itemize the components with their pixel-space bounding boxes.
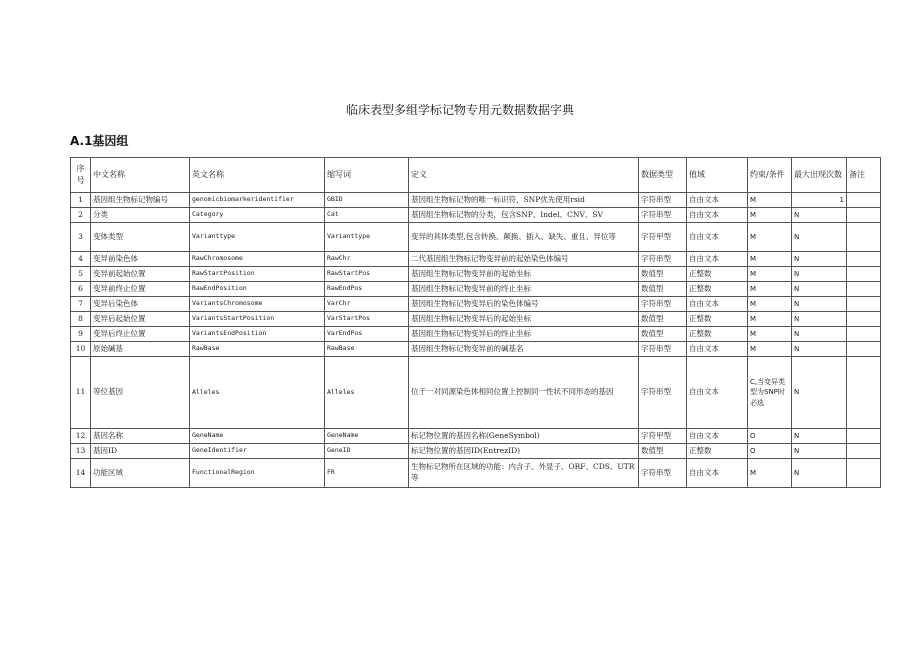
row-index: 2 (71, 208, 91, 223)
row-english-name: genomicbiomarkeridentifier (190, 193, 325, 208)
row-data-type: 数值型 (639, 267, 687, 282)
row-data-type: 字符甲型 (639, 429, 687, 444)
row-definition: 基因组生物标记物变异后的起始坐标 (409, 312, 639, 327)
row-index: 1 (71, 193, 91, 208)
row-definition: 标记物位置的基因ID(EntrezID) (409, 444, 639, 459)
row-english-name: GeneIdentifier (190, 444, 325, 459)
row-english-name: RawChromosome (190, 252, 325, 267)
row-index: 10 (71, 342, 91, 357)
row-data-type: 字符串型 (639, 357, 687, 429)
row-value-range: 自由文本 (687, 252, 748, 267)
row-chinese-name: 变异后起始位置 (91, 312, 190, 327)
row-data-type: 数值型 (639, 312, 687, 327)
table-row (71, 252, 881, 267)
table-row (71, 357, 881, 429)
row-remark (847, 459, 881, 488)
row-abbreviation: RawStartPos (325, 267, 409, 282)
table-row (71, 327, 881, 342)
row-data-type: 字符串型 (639, 342, 687, 357)
table-row (71, 282, 881, 297)
row-english-name: Alleles (190, 357, 325, 429)
row-index: 11 (71, 357, 91, 429)
row-english-name: Varianttype (190, 223, 325, 252)
header-value-range: 值域 (687, 158, 748, 193)
row-english-name: VariantsEndPosition (190, 327, 325, 342)
row-abbreviation: RawChr (325, 252, 409, 267)
row-english-name: FunctionalRegion (190, 459, 325, 488)
row-english-name: RawBase (190, 342, 325, 357)
row-chinese-name: 功能区域 (91, 459, 190, 488)
row-value-range: 自由文本 (687, 223, 748, 252)
row-constraint: M (748, 208, 792, 223)
table-row (71, 208, 881, 223)
row-data-type: 字符串型 (639, 252, 687, 267)
row-english-name: GeneName (190, 429, 325, 444)
row-constraint: O (748, 429, 792, 444)
table-row (71, 267, 881, 282)
row-data-type: 字符串型 (639, 193, 687, 208)
row-max-occurrence: N (792, 429, 847, 444)
row-remark (847, 444, 881, 459)
header-data-type: 数据类型 (639, 158, 687, 193)
table-row (71, 444, 881, 459)
row-data-type: 字符串型 (639, 297, 687, 312)
row-definition: 基因组生物标记物的分类，包含SNP、Indel、CNV、SV (409, 208, 639, 223)
row-constraint: M (748, 267, 792, 282)
row-remark (847, 282, 881, 297)
row-max-occurrence: N (792, 223, 847, 252)
row-english-name: Category (190, 208, 325, 223)
row-chinese-name: 等位基因 (91, 357, 190, 429)
row-value-range: 正整数 (687, 267, 748, 282)
table-body (71, 193, 881, 488)
row-chinese-name: 变异后终止位置 (91, 327, 190, 342)
row-constraint: M (748, 312, 792, 327)
row-abbreviation: VarChr (325, 297, 409, 312)
row-constraint: M (748, 252, 792, 267)
row-definition: 基因组生物标记物变异前的起始坐标 (409, 267, 639, 282)
row-data-type: 字符串型 (639, 459, 687, 488)
row-abbreviation: VarEndPos (325, 327, 409, 342)
row-definition: 变异的具体类型,包含转换、颠换、插入、缺失、重且、异位等 (409, 223, 639, 252)
row-chinese-name: 基因ID (91, 444, 190, 459)
row-constraint: M (748, 297, 792, 312)
row-constraint: M (748, 342, 792, 357)
document-title: 临床表型多组学标记物专用元数据数据字典 (345, 103, 574, 117)
row-remark (847, 342, 881, 357)
table-row (71, 193, 881, 208)
section-heading: A.1基因组 (70, 134, 129, 148)
row-max-occurrence: N (792, 252, 847, 267)
row-max-occurrence: N (792, 208, 847, 223)
row-abbreviation: Alleles (325, 357, 409, 429)
row-english-name: VariantsChromosome (190, 297, 325, 312)
row-abbreviation: RawEndPos (325, 282, 409, 297)
row-index: 5 (71, 267, 91, 282)
row-remark (847, 252, 881, 267)
row-value-range: 自由文本 (687, 357, 748, 429)
row-max-occurrence: N (792, 327, 847, 342)
row-value-range: 自由文本 (687, 459, 748, 488)
row-index: 3 (71, 223, 91, 252)
row-abbreviation: VarStartPos (325, 312, 409, 327)
row-max-occurrence: N (792, 267, 847, 282)
table-row (71, 312, 881, 327)
row-index: 9 (71, 327, 91, 342)
table-row (71, 459, 881, 488)
row-max-occurrence: N (792, 297, 847, 312)
row-constraint: C,当变异类型为SNP时必选 (748, 357, 792, 429)
row-definition: 二代基因组生物标记物变异前的起始染色体编号 (409, 252, 639, 267)
row-chinese-name: 变体类型 (91, 223, 190, 252)
row-chinese-name: 变异前染色体 (91, 252, 190, 267)
row-chinese-name: 变异前起始位置 (91, 267, 190, 282)
row-max-occurrence: N (792, 342, 847, 357)
row-index: 8 (71, 312, 91, 327)
row-constraint: M (748, 459, 792, 488)
row-chinese-name: 变异前终止位置 (91, 282, 190, 297)
header-chinese-name: 中文名称 (91, 158, 190, 193)
row-data-type: 字符甲型 (639, 223, 687, 252)
row-abbreviation: Varianttype (325, 223, 409, 252)
row-definition: 基因组生物标记物变异后的终止坐标 (409, 327, 639, 342)
row-remark (847, 223, 881, 252)
row-data-type: 数值型 (639, 282, 687, 297)
header-remark: 备注 (847, 158, 881, 193)
row-index: 14 (71, 459, 91, 488)
row-definition: 基因组生物标记物的唯一标识符，SNP优先使用rsid (409, 193, 639, 208)
row-max-occurrence: N (792, 282, 847, 297)
table-row (71, 297, 881, 312)
table-row (71, 342, 881, 357)
row-abbreviation: FR (325, 459, 409, 488)
row-chinese-name: 分类 (91, 208, 190, 223)
header-abbreviation: 缩写词 (325, 158, 409, 193)
row-definition: 标记物位置的基因名称(GeneSymbol) (409, 429, 639, 444)
row-abbreviation: GBID (325, 193, 409, 208)
row-max-occurrence: N (792, 444, 847, 459)
header-definition: 定义 (409, 158, 639, 193)
header-english-name: 英文名称 (190, 158, 325, 193)
row-max-occurrence: N (792, 312, 847, 327)
row-remark (847, 357, 881, 429)
row-chinese-name: 原始碱基 (91, 342, 190, 357)
row-constraint: M (748, 223, 792, 252)
row-data-type: 数值型 (639, 327, 687, 342)
row-definition: 基因组生物标记物变异前的碱基名 (409, 342, 639, 357)
row-chinese-name: 基因组生物标记物编号 (91, 193, 190, 208)
row-max-occurrence: 1 (792, 193, 847, 208)
row-value-range: 自由文本 (687, 193, 748, 208)
row-value-range: 自由文本 (687, 208, 748, 223)
row-index: 6 (71, 282, 91, 297)
row-value-range: 自由文本 (687, 297, 748, 312)
table-row (71, 429, 881, 444)
row-definition: 基因组生物标记物变异前的终止坐标 (409, 282, 639, 297)
header-max-occurrence: 最大出现次数 (792, 158, 847, 193)
header-index: 序号 (71, 158, 91, 193)
table-row (71, 223, 881, 252)
header-constraint: 约束/条件 (748, 158, 792, 193)
row-english-name: VariantsStartPosition (190, 312, 325, 327)
row-remark (847, 267, 881, 282)
row-value-range: 正整数 (687, 327, 748, 342)
row-definition: 生物标记物所在区域的功能：内含子、外显子、ORF、CDS、UTR等 (409, 459, 639, 488)
row-constraint: M (748, 193, 792, 208)
row-chinese-name: 基因名称 (91, 429, 190, 444)
row-max-occurrence: N (792, 459, 847, 488)
data-dictionary-table (70, 157, 881, 488)
table-header-row (71, 158, 881, 193)
row-remark (847, 327, 881, 342)
row-remark (847, 312, 881, 327)
row-definition: 基因组生物标记物变异后的染色体编号 (409, 297, 639, 312)
row-value-range: 自由文本 (687, 342, 748, 357)
row-english-name: RawEndPosition (190, 282, 325, 297)
row-remark (847, 208, 881, 223)
row-abbreviation: RawBase (325, 342, 409, 357)
row-data-type: 字符串型 (639, 208, 687, 223)
row-index: 4 (71, 252, 91, 267)
row-max-occurrence: N (792, 357, 847, 429)
row-definition: 位于一对同源染色体相同位置上控制同一性状不同形态的基因 (409, 357, 639, 429)
row-abbreviation: GeneID (325, 444, 409, 459)
row-constraint: O (748, 444, 792, 459)
row-abbreviation: GeneName (325, 429, 409, 444)
row-value-range: 正整数 (687, 444, 748, 459)
row-data-type: 数值型 (639, 444, 687, 459)
row-value-range: 正整数 (687, 312, 748, 327)
row-index: 12 (71, 429, 91, 444)
row-value-range: 自由文本 (687, 429, 748, 444)
row-english-name: RawStartPosition (190, 267, 325, 282)
row-remark (847, 429, 881, 444)
row-value-range: 正整数 (687, 282, 748, 297)
row-constraint: M (748, 282, 792, 297)
row-remark (847, 297, 881, 312)
row-index: 7 (71, 297, 91, 312)
row-constraint: M (748, 327, 792, 342)
row-abbreviation: Cat (325, 208, 409, 223)
row-remark (847, 193, 881, 208)
row-index: 13 (71, 444, 91, 459)
row-chinese-name: 变异后染色体 (91, 297, 190, 312)
